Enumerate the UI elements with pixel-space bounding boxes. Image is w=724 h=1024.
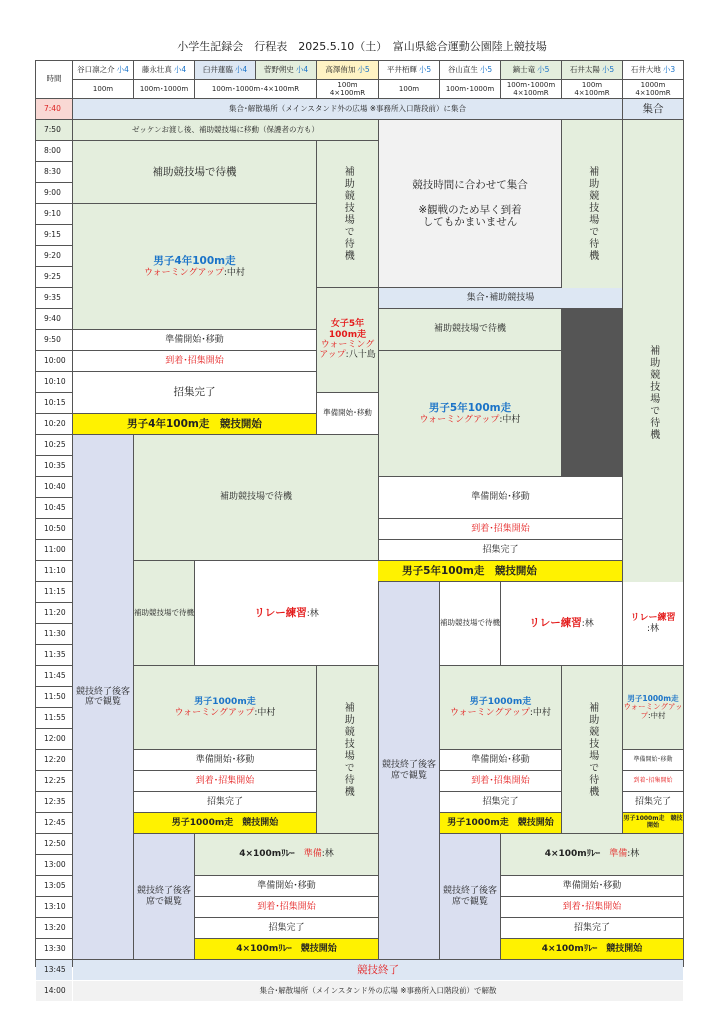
text: 補助競技場で待機 [342, 166, 354, 262]
text: 集合 [642, 102, 664, 115]
text: 競技終了 [357, 963, 399, 976]
text: 集合･解散場所（メインスタンド外の広場 ※事務所入口階段前）に集合 [228, 103, 467, 113]
athlete-name [134, 61, 194, 79]
text: 11:20 [44, 607, 66, 617]
text: 4×100mﾘﾚｰ [544, 849, 601, 860]
time-label [36, 246, 72, 266]
page-title: 小学生記録会 行程表 2025.5.10（土） 富山県総合運動公園陸上競技場 [177, 40, 547, 53]
text: 11:10 [44, 565, 66, 575]
text: :中村 [223, 267, 245, 278]
text: 到着･招集開始 [633, 776, 673, 784]
time-label [36, 183, 72, 203]
text: 補助競技場で待機 [219, 492, 292, 503]
time-label [36, 603, 72, 623]
event [379, 80, 439, 98]
text: 準備開始･移動 [471, 754, 530, 765]
relay-prep [501, 834, 683, 875]
text: 12:20 [44, 754, 66, 764]
arrive [195, 897, 378, 917]
text: 準備開始･移動 [165, 334, 224, 345]
time-label [36, 834, 72, 854]
grade: 小5 [479, 64, 493, 74]
text: 11:30 [44, 628, 66, 638]
relay-start [501, 939, 683, 959]
wait-takazawa-2 [317, 666, 378, 833]
text: 12:35 [44, 796, 66, 806]
text: ウォーミングアップ [450, 707, 530, 718]
text: 補助競技場で待機 [647, 344, 659, 441]
time-label [36, 708, 72, 728]
grade: 小4 [116, 64, 129, 74]
text: 到着･招集開始 [195, 775, 255, 786]
wait-ishii-t [562, 120, 622, 308]
text: 準備開始･移動 [195, 754, 255, 765]
text: 4×100mﾘﾚｰ 競技開始 [541, 943, 643, 954]
text: 時間 [46, 74, 62, 84]
text: 10:50 [44, 523, 66, 533]
grade: 小5 [357, 64, 370, 74]
text: 11:45 [44, 670, 66, 680]
athlete-name [440, 61, 500, 79]
time-label [36, 351, 72, 371]
text: ※観戦のため早く到着 してもかまいません [418, 203, 522, 228]
event [73, 80, 133, 98]
relay-practice [501, 582, 622, 665]
event [317, 80, 378, 98]
text: 9:00 [44, 187, 61, 197]
call-end [623, 792, 683, 812]
call-end [195, 918, 378, 938]
time-label [36, 981, 72, 1001]
text: 谷山直生 [447, 64, 478, 74]
relay-practice [623, 582, 683, 665]
text: 男子1000m走 競技開始 [171, 817, 279, 828]
text: 準備開始･移動 [471, 492, 530, 503]
text: 補助競技場で待機 [134, 607, 194, 617]
event [195, 80, 316, 98]
text: 到着･招集開始 [471, 523, 530, 534]
gather-notice [73, 99, 622, 119]
time-gather [379, 120, 561, 287]
text: 13:10 [44, 901, 66, 911]
time-label [36, 120, 72, 140]
time-label [36, 645, 72, 665]
text: 到着･招集開始 [165, 355, 224, 366]
text: 補助競技場で待機 [586, 701, 598, 798]
grade: 小5 [537, 64, 550, 74]
text: 鏑士竜 [512, 64, 536, 74]
text: ウォーミングアップ [319, 340, 375, 361]
text: 10:20 [44, 418, 66, 428]
time-label [36, 939, 72, 959]
text: 男子4年100m走 競技開始 [127, 417, 262, 430]
wait-ishii-t-2 [562, 666, 622, 833]
time-label [36, 813, 72, 833]
text: 100m 4×100mR [329, 80, 366, 97]
boys1000-warmup [440, 666, 561, 749]
call-end [440, 792, 561, 812]
athlete-name [73, 61, 133, 79]
time-label [36, 267, 72, 287]
time-label [36, 750, 72, 770]
text: 準備開始･移動 [633, 755, 673, 763]
time-label [36, 624, 72, 644]
time-label [36, 729, 72, 749]
time-label [36, 204, 72, 224]
athlete-name [317, 61, 378, 79]
text: 11:55 [44, 712, 66, 722]
time-label [36, 288, 72, 308]
text: 男子1000m走 [627, 693, 679, 703]
time-label [36, 687, 72, 707]
text: 13:30 [44, 943, 66, 953]
wait-takazawa [317, 141, 378, 287]
athlete-name [379, 61, 439, 79]
text: 100m･1000m [445, 84, 495, 93]
competition-end [73, 960, 683, 980]
text: :中村 [254, 707, 276, 718]
text: 12:50 [44, 838, 66, 848]
text: 招集完了 [482, 544, 519, 555]
athlete-name [195, 61, 255, 79]
grade: 小5 [601, 64, 615, 74]
prep [440, 750, 561, 770]
text: リレー練習 [630, 613, 676, 624]
text: 11:15 [44, 586, 66, 596]
text: 競技終了後客席で観覧 [75, 686, 130, 707]
text: 10:25 [44, 439, 66, 449]
text: 4×100mﾘﾚｰ 競技開始 [236, 943, 337, 954]
text: 補助競技場で待機 [342, 701, 354, 798]
text: :八十島 [345, 350, 376, 361]
bib-notice [73, 120, 378, 140]
text: 10:15 [44, 397, 66, 407]
time-label [36, 792, 72, 812]
boys5-warmup [379, 351, 561, 476]
text: ウォーミングアップ [174, 707, 255, 718]
event [501, 80, 561, 98]
time-label [36, 372, 72, 392]
text: 招集完了 [573, 922, 610, 933]
time-label [36, 519, 72, 539]
text: 100m･1000m･4×100mR [211, 84, 300, 93]
text: 8:00 [44, 145, 61, 155]
gather-aux [379, 288, 622, 308]
text: :林 [581, 619, 594, 630]
relay-practice [195, 561, 378, 665]
text: 男子4年100m走 [153, 255, 236, 268]
text: 石井大地 [630, 64, 661, 74]
call-end [379, 540, 622, 560]
text: 男子5年100m走 競技開始 [402, 564, 537, 577]
text: 到着･招集開始 [562, 901, 622, 912]
time-label [36, 876, 72, 896]
text: 100m･1000m [139, 84, 189, 93]
prep [317, 393, 378, 434]
arrive [623, 771, 683, 791]
time-label [36, 393, 72, 413]
text: 臼井蓮臨 [202, 64, 233, 74]
text: 13:00 [44, 859, 66, 869]
text: 準備 [609, 849, 628, 860]
text: 9:35 [44, 292, 61, 302]
text: 男子5年100m走 [428, 402, 512, 415]
boys1000-start [623, 813, 683, 833]
text: ゼッケンお渡し後、補助競技場に移動（保護者の方も） [132, 124, 319, 134]
text: 競技終了後客席で観覧 [442, 886, 497, 907]
text: 11:35 [44, 649, 66, 659]
text: 到着･招集開始 [471, 775, 530, 786]
athlete-name [623, 61, 683, 79]
boys1000-start [134, 813, 316, 833]
text: :中村 [529, 707, 551, 718]
text: 12:00 [44, 733, 66, 743]
text: 9:25 [44, 271, 61, 281]
text: 招集完了 [482, 796, 519, 807]
text: 補助競技場で待機 [586, 166, 598, 262]
text: 7:50 [44, 124, 61, 134]
text: 補助競技場で待機 [440, 618, 500, 628]
text: 10:35 [44, 460, 66, 470]
event [134, 80, 194, 98]
event [623, 80, 683, 98]
spectate-fujinaga [134, 834, 194, 959]
arrive [379, 519, 622, 539]
text: 女子5年100m走 [328, 319, 367, 340]
text: 準備 [303, 849, 322, 860]
grade: 小4 [295, 64, 309, 74]
time-label [36, 771, 72, 791]
boys4-warmup [73, 204, 316, 329]
arrive [501, 897, 683, 917]
text: ウォーミングアップ [623, 702, 683, 720]
schedule-table [35, 60, 684, 995]
event [562, 80, 622, 98]
header-time [36, 61, 72, 98]
text: :中村 [499, 414, 521, 425]
wait [379, 309, 561, 350]
wait [134, 561, 194, 665]
text: 男子1000m走 競技開始 [447, 817, 554, 828]
prep [623, 750, 683, 770]
text: 9:50 [44, 334, 61, 344]
boys1000-warmup [623, 666, 683, 749]
text: 谷口凛之介 [77, 64, 115, 74]
wait [134, 435, 378, 560]
prep [379, 477, 622, 518]
grade: 小5 [418, 64, 432, 74]
text: 10:10 [44, 376, 66, 386]
athlete-name [562, 61, 622, 79]
text: :林 [321, 849, 334, 860]
prep [134, 750, 316, 770]
time-label [36, 330, 72, 350]
text: 12:25 [44, 775, 66, 785]
text: 競技終了後客席で観覧 [136, 886, 191, 907]
call-end [501, 918, 683, 938]
text: 12:45 [44, 817, 66, 827]
grade: 小4 [173, 64, 187, 74]
text: 10:00 [44, 355, 66, 365]
text: :中村 [647, 710, 666, 720]
gather-right [623, 99, 683, 119]
text: 招集完了 [268, 922, 305, 933]
grade: 小4 [234, 64, 248, 74]
time-label [36, 435, 72, 455]
text: 9:15 [44, 229, 61, 239]
spectate-taniguchi [73, 435, 133, 959]
time-label [36, 309, 72, 329]
text: 高澤侑加 [325, 64, 356, 74]
girls5-warmup [317, 288, 378, 392]
text: 集合･解散場所（メインスタンド外の広場 ※事務所入口階段前）で解散 [259, 985, 497, 995]
prep [73, 330, 316, 350]
spectate-taniyama [440, 834, 500, 959]
text: 招集完了 [173, 386, 216, 399]
time-label [36, 162, 72, 182]
time-label [36, 561, 72, 581]
text: 競技終了後客席で観覧 [381, 760, 436, 781]
text: 招集完了 [206, 796, 243, 807]
text: 100m [92, 84, 114, 93]
grade: 小3 [662, 64, 676, 74]
text: 10:45 [44, 502, 66, 512]
time-label [36, 666, 72, 686]
text: 100m 4×100mR [574, 80, 610, 97]
arrive [73, 351, 316, 371]
text: :林 [306, 608, 319, 619]
wait-boys4 [73, 141, 316, 203]
time-label [36, 477, 72, 497]
text: ウォーミングアップ [144, 267, 224, 278]
text: 競技時間に合わせて集合 [412, 179, 528, 192]
text: 男子1000m走 [194, 697, 256, 708]
call-end [134, 792, 316, 812]
text: 100m [398, 84, 420, 93]
call-end [73, 372, 316, 413]
prep [501, 876, 683, 896]
text: 準備開始･移動 [257, 880, 316, 891]
text: 準備開始･移動 [323, 408, 372, 418]
relay-prep [195, 834, 378, 875]
time-label [36, 99, 72, 119]
text: 13:05 [44, 880, 66, 890]
text: 11:00 [44, 544, 66, 554]
text: 平井栢輝 [386, 64, 417, 74]
text: 準備開始･移動 [562, 880, 622, 891]
wait [440, 582, 500, 665]
text: 9:20 [44, 250, 61, 260]
text: 到着･招集開始 [257, 901, 316, 912]
athlete-name [501, 61, 561, 79]
time-label [36, 225, 72, 245]
text: :林 [646, 623, 660, 634]
text: 4×100mﾘﾚｰ [239, 849, 295, 860]
time-label [36, 855, 72, 875]
text: 8:30 [44, 166, 61, 176]
prep [195, 876, 378, 896]
text: 11:50 [44, 691, 66, 701]
time-label [36, 414, 72, 434]
text: 補助競技場で待機 [152, 165, 237, 178]
text: 100m･1000m 4×100mR [506, 80, 556, 97]
text: ウォーミングアップ [419, 414, 500, 425]
time-label [36, 960, 72, 980]
time-label [36, 498, 72, 518]
text: 9:40 [44, 313, 61, 323]
boys1000-start [440, 813, 561, 833]
text: 13:20 [44, 922, 66, 932]
text: 集合･補助競技場 [466, 292, 535, 303]
text: 男子1000m走 [469, 697, 532, 708]
disband-notice [73, 981, 683, 1001]
text: 男子1000m走 競技開始 [623, 815, 683, 829]
text: 13:45 [44, 964, 66, 974]
boys1000-warmup [134, 666, 316, 749]
arrive [134, 771, 316, 791]
time-label [36, 540, 72, 560]
relay-start [195, 939, 378, 959]
text: 1000m 4×100mR [635, 80, 671, 97]
time-label [36, 897, 72, 917]
spectate-hirai [379, 582, 439, 959]
text: 7:40 [44, 103, 61, 113]
text: 9:10 [44, 208, 61, 218]
text: リレー練習 [254, 606, 307, 619]
time-label [36, 582, 72, 602]
event [440, 80, 500, 98]
arrive [440, 771, 561, 791]
athlete-name [256, 61, 316, 79]
boys4-start [73, 414, 316, 434]
text: 藤永壮真 [141, 64, 172, 74]
text: :林 [627, 849, 640, 860]
text: 招集完了 [634, 796, 671, 807]
text: リレー練習 [529, 617, 582, 630]
text: 補助競技場で待機 [433, 324, 506, 335]
text: 菅野朔史 [263, 64, 294, 74]
text: 14:00 [44, 985, 66, 995]
time-label [36, 456, 72, 476]
time-label [36, 141, 72, 161]
text: 10:40 [44, 481, 66, 491]
time-label [36, 918, 72, 938]
text: 石井太陽 [569, 64, 600, 74]
